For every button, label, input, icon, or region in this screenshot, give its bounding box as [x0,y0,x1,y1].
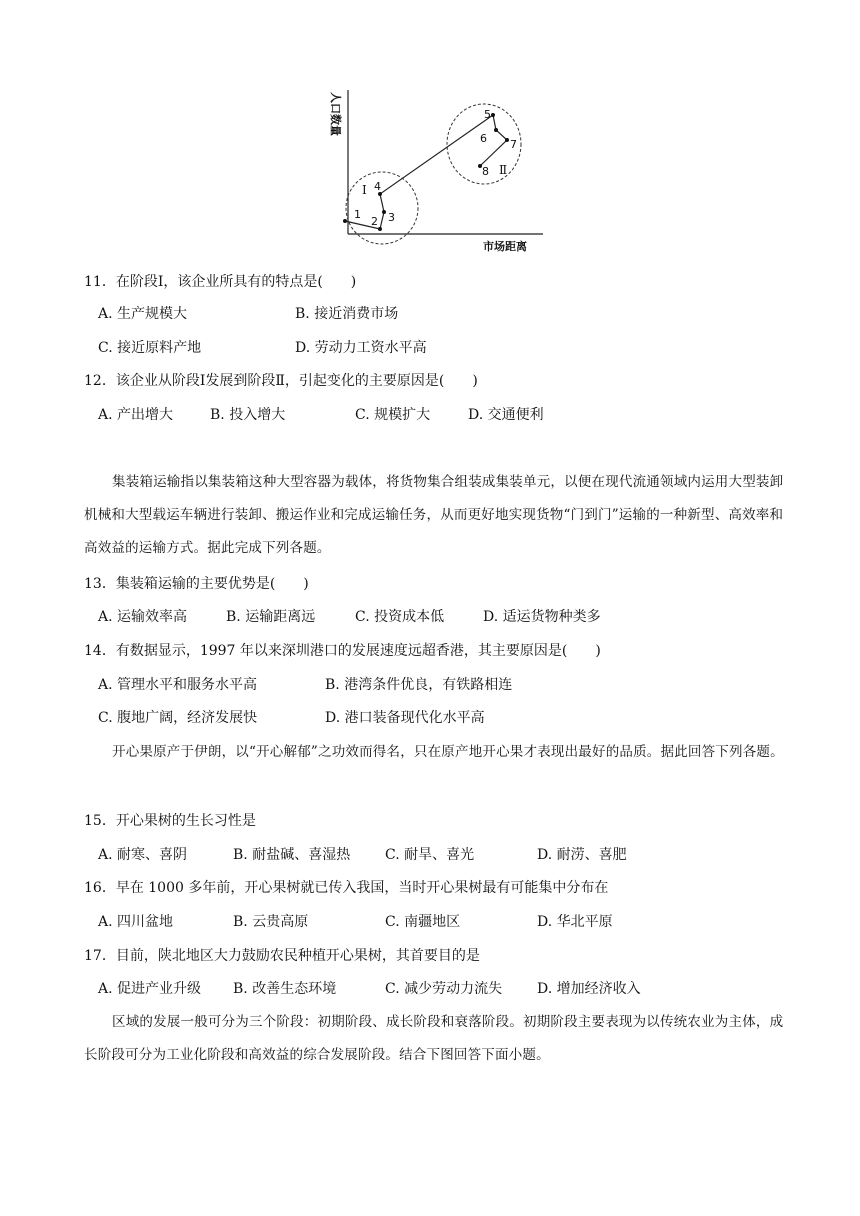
point-label-1: 1 [354,208,361,221]
point-5 [491,113,495,117]
question-14-stem: 14．有数据显示，1997 年以来深圳港口的发展速度远超香港，其主要原因是( ) [84,643,601,659]
question-11-option-d[interactable]: D. 劳动力工资水平高 [295,340,427,356]
point-label-4: 4 [374,180,381,193]
question-17-option-a[interactable]: A. 促进产业升级 [98,981,202,997]
question-15-option-b[interactable]: B. 耐盐碱、喜湿热 [233,847,351,863]
question-17-option-c[interactable]: C. 减少劳动力流失 [385,981,503,997]
question-11-option-c[interactable]: C. 接近原料产地 [98,340,202,356]
point-label-3: 3 [388,211,395,224]
point-6 [494,128,498,132]
question-12-option-b[interactable]: B. 投入增大 [210,407,286,423]
passage-pistachio: 开心果原产于伊朗，以“开心解郁”之功效而得名，只在原产地开心果才表现出最好的品质。据此回答下列各题。 [112,744,784,760]
question-14-option-a[interactable]: A. 管理水平和服务水平高 [98,677,258,693]
question-16-option-b[interactable]: B. 云贵高原 [233,914,309,930]
question-11-stem: 11．在阶段Ⅰ，该企业所具有的特点是( ) [84,274,357,290]
question-16-option-d[interactable]: D. 华北平原 [537,914,613,930]
question-11-option-a[interactable]: A. 生产规模大 [98,306,188,322]
question-13-option-a[interactable]: A. 运输效率高 [98,609,188,625]
question-15-option-a[interactable]: A. 耐寒、喜阴 [98,847,188,863]
question-15-option-d[interactable]: D. 耐涝、喜肥 [537,847,627,863]
point-label-8: 8 [482,165,489,178]
question-12-option-a[interactable]: A. 产出增大 [98,407,174,423]
passage-regional-development: 区域的发展一般可分为三个阶段：初期阶段、成长阶段和衰落阶段。初期阶段主要表现为以传统农业为主体，成长阶段可分为工业化阶段和高效益的综合发展阶段。结合下图回答下面小题。 [84,1014,784,1063]
passage-container-transport: 集装箱运输指以集装箱这种大型容器为载体，将货物集合组装成集装单元，以便在现代流通领域内运用大型装卸机械和大型载运车辆进行装卸、搬运作业和完成运输任务，从而更好地实现货物“门到门”运输的一种新型、高效率和高效益的运输方式。据此完成下列各题。 [84,474,784,556]
stage-1-label: Ⅰ [362,183,367,197]
point-label-6: 6 [480,132,487,145]
question-17-option-d[interactable]: D. 增加经济收入 [537,981,641,997]
question-14-option-c[interactable]: C. 腹地广阔，经济发展快 [98,710,258,726]
question-11-option-b[interactable]: B. 接近消费市场 [295,306,399,322]
point-2 [378,227,382,231]
question-12-option-d[interactable]: D. 交通便利 [468,407,544,423]
point-label-2: 2 [371,215,378,228]
point-label-5: 5 [484,108,491,121]
point-1 [343,219,347,223]
question-13-option-d[interactable]: D. 适运货物种类多 [483,609,601,625]
question-13-option-c[interactable]: C. 投资成本低 [355,609,445,625]
question-15-option-c[interactable]: C. 耐旱、喜光 [385,847,475,863]
question-12-option-c[interactable]: C. 规模扩大 [355,407,431,423]
question-12-stem: 12．该企业从阶段Ⅰ发展到阶段Ⅱ，引起变化的主要原因是( ) [84,373,478,389]
industry-location-figure [318,84,548,256]
question-14-option-b[interactable]: B. 港湾条件优良，有铁路相连 [325,677,513,693]
question-15-stem: 15．开心果树的生长习性是 [84,813,256,829]
question-16-option-a[interactable]: A. 四川盆地 [98,914,174,930]
question-13-stem: 13．集装箱运输的主要优势是( ) [84,576,309,592]
point-label-7: 7 [510,138,517,151]
point-3 [382,210,386,214]
stage-2-label: Ⅱ [499,163,508,177]
x-axis-label: 市场距离 [483,240,527,253]
question-16-option-c[interactable]: C. 南疆地区 [385,914,461,930]
question-17-stem: 17．目前，陕北地区大力鼓励农民种植开心果树，其首要目的是 [84,948,480,964]
stage-diagram [318,84,548,256]
question-17-option-b[interactable]: B. 改善生态环境 [233,981,337,997]
question-16-stem: 16．早在 1000 多年前，开心果树就已传入我国，当时开心果树最有可能集中分布在 [84,880,609,896]
question-14-option-d[interactable]: D. 港口装备现代化水平高 [325,710,485,726]
point-7 [505,138,509,142]
question-13-option-b[interactable]: B. 运输距离远 [226,609,316,625]
y-axis-label: 人口数量 [329,92,342,136]
